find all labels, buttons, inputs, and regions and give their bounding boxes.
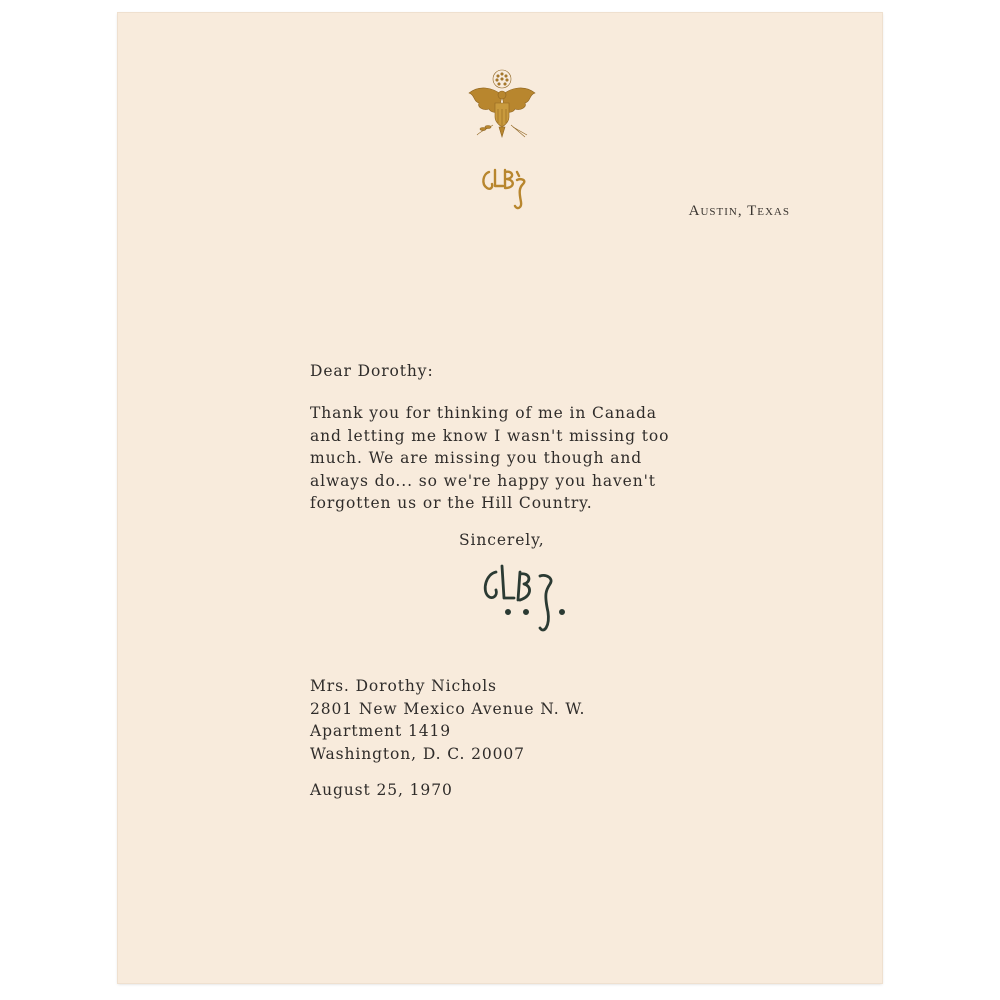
- letter-date: August 25, 1970: [310, 781, 453, 799]
- address-line: 2801 New Mexico Avenue N. W.: [310, 699, 586, 718]
- salutation: Dear Dorothy:: [310, 362, 434, 380]
- recipient-address: [310, 675, 585, 765]
- body-line: and letting me know I wasn't missing too: [310, 426, 670, 445]
- letter-body: [310, 402, 730, 515]
- body-line: much. We are missing you though and: [310, 449, 643, 467]
- closing: Sincerely,: [459, 531, 545, 549]
- address-line: Apartment 1419: [310, 722, 452, 740]
- address-line: Mrs. Dorothy Nichols: [310, 677, 497, 695]
- body-line: always do... so we're happy you haven't: [310, 471, 656, 490]
- presidential-seal-icon: [457, 65, 547, 145]
- letterhead-place: Austin, Texas: [688, 203, 790, 219]
- lbj-monogram-icon: [475, 162, 535, 214]
- address-line: Washington, D. C. 20007: [310, 744, 525, 763]
- lbj-signature-icon: [474, 550, 584, 650]
- body-line: forgotten us or the Hill Country.: [310, 494, 593, 512]
- body-line: Thank you for thinking of me in Canada: [310, 404, 657, 422]
